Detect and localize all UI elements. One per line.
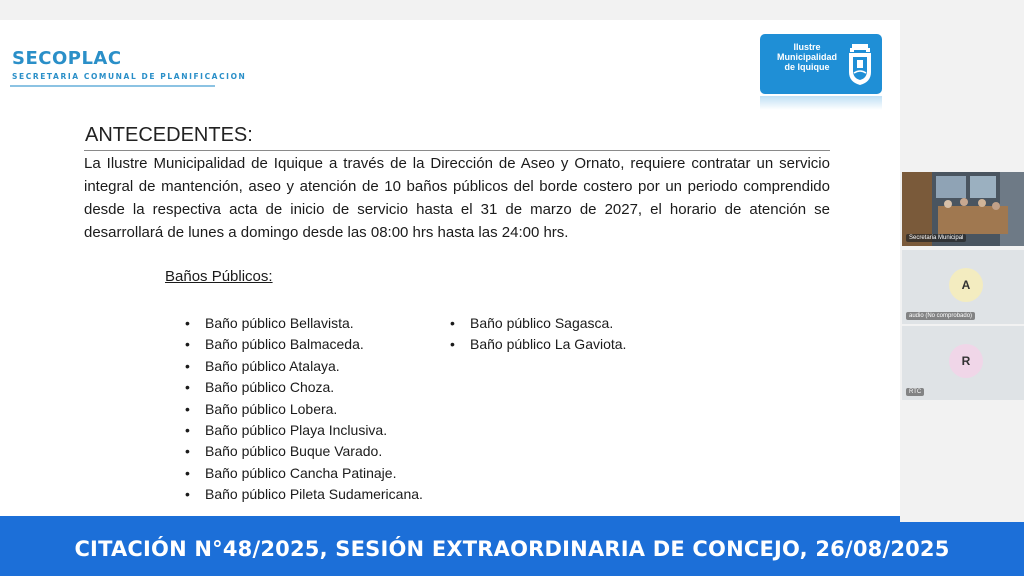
bullet-icon: • [450,315,455,331]
list-item [185,399,423,420]
municipality-logo [760,34,882,94]
list-item [185,313,423,334]
section-heading: ANTECEDENTES: [85,124,253,146]
logo-text [768,42,846,72]
bullet-icon: • [185,400,190,417]
antecedents-paragraph: La Ilustre Municipalidad de Iquique a través de la Dirección de Aseo y Ornato, requiere contratar un servicio integral de mantención, aseo y atención de 10 baños públicos del borde costero por un periodo comprendido desde la respectiva acta de inicio de servicio hasta el 31 de marzo de 2027, el horario de atención se desarrollará de lunes a domingo desde las 08:00 hrs hasta las 24:00 hrs. [84,155,830,241]
bullet-icon: • [185,336,190,353]
participants-panel [902,172,1024,404]
participant-name: RTC [906,388,924,396]
org-subtitle: SECRETARIA COMUNAL DE PLANIFICACION [12,72,247,81]
list-item [185,484,423,505]
list-item-text: Baño público Sagasca. [470,315,614,331]
avatar: A [949,268,983,302]
list-item-text: Baño público Buque Varado. [205,443,383,460]
logo-line-2: Municipalidad [776,52,837,62]
list-item-text: Baño público La Gaviota. [470,336,627,353]
list-item [185,420,423,441]
presentation-slide [0,20,900,520]
list-item-text: Baño público Choza. [205,379,335,396]
logo-line-3: de Iquique [784,62,830,72]
list-item [185,463,423,484]
list-item-text: Baño público Balmaceda. [205,336,364,353]
list-item-text: Baño público Bellavista. [205,315,354,331]
bullet-icon: • [450,336,455,353]
participant-name: Secretaria Municipal [906,234,966,242]
toilets-list-title: Baños Públicos: [165,268,273,285]
participant-tile-rtc[interactable] [902,326,1024,400]
bullet-icon: • [185,357,190,374]
list-item [450,313,626,334]
list-item [185,377,423,398]
participant-name: audio (No comprobado) [906,312,975,320]
list-item [185,334,423,355]
bullet-icon: • [185,464,190,481]
logo-reflection [760,96,882,110]
participant-tile-video[interactable] [902,172,1024,246]
logo-line-1: Ilustre [793,42,821,52]
list-item-text: Baño público Pileta Sudamericana. [205,486,423,503]
heading-underline [84,150,830,151]
bullet-icon: • [185,379,190,396]
list-item [185,356,423,377]
participant-tile-audio[interactable] [902,250,1024,324]
session-banner-text: CITACIÓN N°48/2025, SESIÓN EXTRAORDINARIA DE CONCEJO, 26/08/2025 [74,537,950,561]
list-item [450,334,626,355]
avatar: R [949,344,983,378]
toilets-list-column-2 [450,313,626,356]
list-item-text: Baño público Lobera. [205,400,338,417]
list-item [185,441,423,462]
coat-of-arms-icon [846,42,874,86]
bullet-icon: • [185,422,190,439]
org-name: SECOPLAC [12,48,122,69]
bullet-icon: • [185,315,190,331]
bullet-icon: • [185,486,190,503]
list-item-text: Baño público Cancha Patinaje. [205,464,397,481]
list-item-text: Baño público Atalaya. [205,357,340,374]
org-divider [10,85,215,87]
toilets-list-column-1 [185,313,423,506]
list-item-text: Baño público Playa Inclusiva. [205,422,388,439]
bullet-icon: • [185,443,190,460]
